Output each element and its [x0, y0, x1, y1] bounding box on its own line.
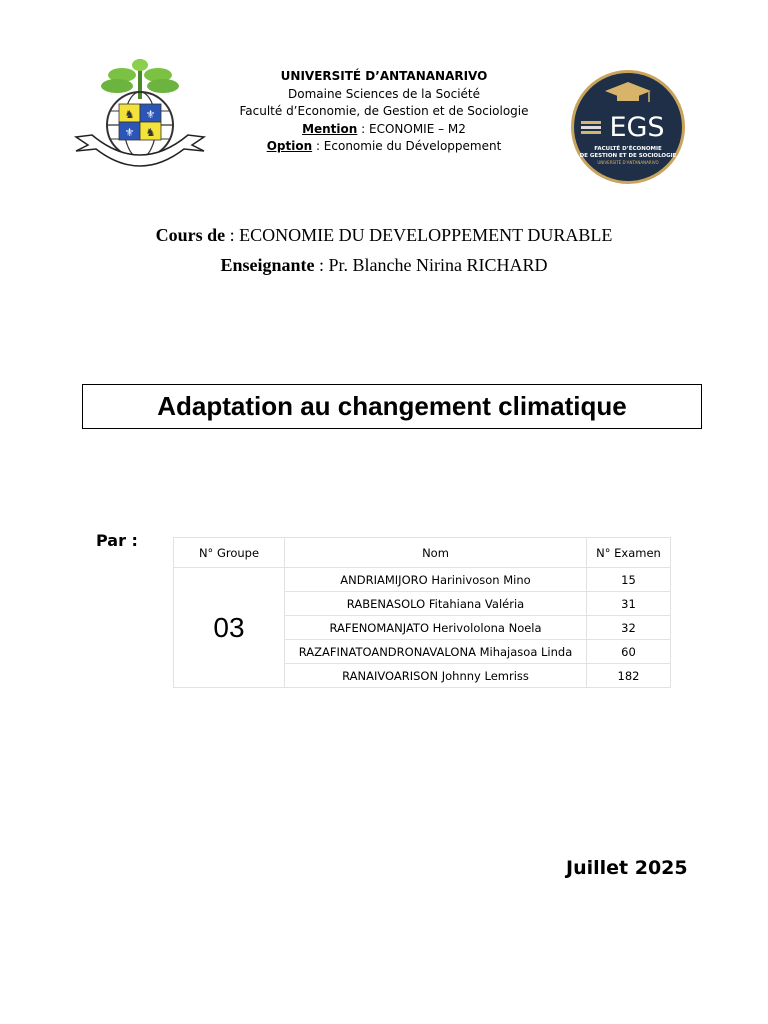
option-value: : Economie du Développement — [312, 139, 502, 153]
svg-text:⚜: ⚜ — [124, 126, 135, 139]
mention-value: : ECONOMIE – M2 — [357, 121, 466, 136]
teacher-line — [0, 255, 768, 276]
member-name: RAZAFINATOANDRONAVALONA Mihajasoa Linda — [285, 640, 587, 664]
document-title: Adaptation au changement climatique — [157, 391, 627, 421]
teacher-value: : Pr. Blanche Nirina RICHARD — [314, 255, 548, 275]
header-name: Nom — [285, 538, 587, 568]
member-name: ANDRIAMIJORO Harinivoson Mino — [285, 568, 587, 592]
egs-faculty-logo — [565, 68, 691, 186]
university-header — [220, 68, 548, 156]
members-table — [173, 537, 671, 688]
mention-label: Mention — [302, 121, 358, 136]
university-name: UNIVERSITÉ D’ANTANANARIVO — [280, 69, 488, 83]
books-icon — [581, 121, 601, 134]
table-row — [174, 568, 671, 592]
member-name: RAFENOMANJATO Herivololona Noela — [285, 616, 587, 640]
egs-line1: FACULTÉ D’ÉCONOMIE — [594, 146, 662, 152]
member-name: RANAIVOARISON Johnny Lemriss — [285, 664, 587, 688]
member-exam: 32 — [587, 616, 671, 640]
course-line — [0, 225, 768, 246]
member-exam: 60 — [587, 640, 671, 664]
svg-text:♞: ♞ — [145, 126, 156, 139]
header-exam: N° Examen — [587, 538, 671, 568]
svg-text:♞: ♞ — [124, 108, 135, 121]
course-label: Cours de — [155, 225, 226, 245]
course-value: : ECONOMIE DU DEVELOPPEMENT DURABLE — [225, 225, 613, 245]
faculty-line: Faculté d’Economie, de Gestion et de Sociologie — [239, 104, 529, 118]
member-exam: 15 — [587, 568, 671, 592]
table-header-row — [174, 538, 671, 568]
svg-text:⚜: ⚜ — [145, 108, 156, 121]
mention-line — [220, 121, 548, 139]
teacher-label: Enseignante — [220, 255, 315, 275]
header-group: N° Groupe — [174, 538, 285, 568]
member-exam: 31 — [587, 592, 671, 616]
egs-line3: UNIVERSITÉ D’ANTANANARIVO — [597, 160, 659, 165]
domain-line: Domaine Sciences de la Société — [287, 86, 481, 101]
option-line — [220, 138, 548, 156]
egs-acronym: EGS — [609, 112, 665, 143]
option-label: Option — [266, 139, 313, 153]
member-name: RABENASOLO Fitahiana Valéria — [285, 592, 587, 616]
university-crest-logo — [72, 55, 208, 177]
group-number: 03 — [174, 568, 285, 688]
title-box — [82, 384, 702, 429]
member-exam: 182 — [587, 664, 671, 688]
egs-line2: DE GESTION ET DE SOCIOLOGIE — [579, 153, 677, 159]
par-label: Par : — [96, 531, 138, 550]
globe-shield-icon — [107, 92, 173, 158]
document-date: Juillet 2025 — [566, 857, 688, 879]
